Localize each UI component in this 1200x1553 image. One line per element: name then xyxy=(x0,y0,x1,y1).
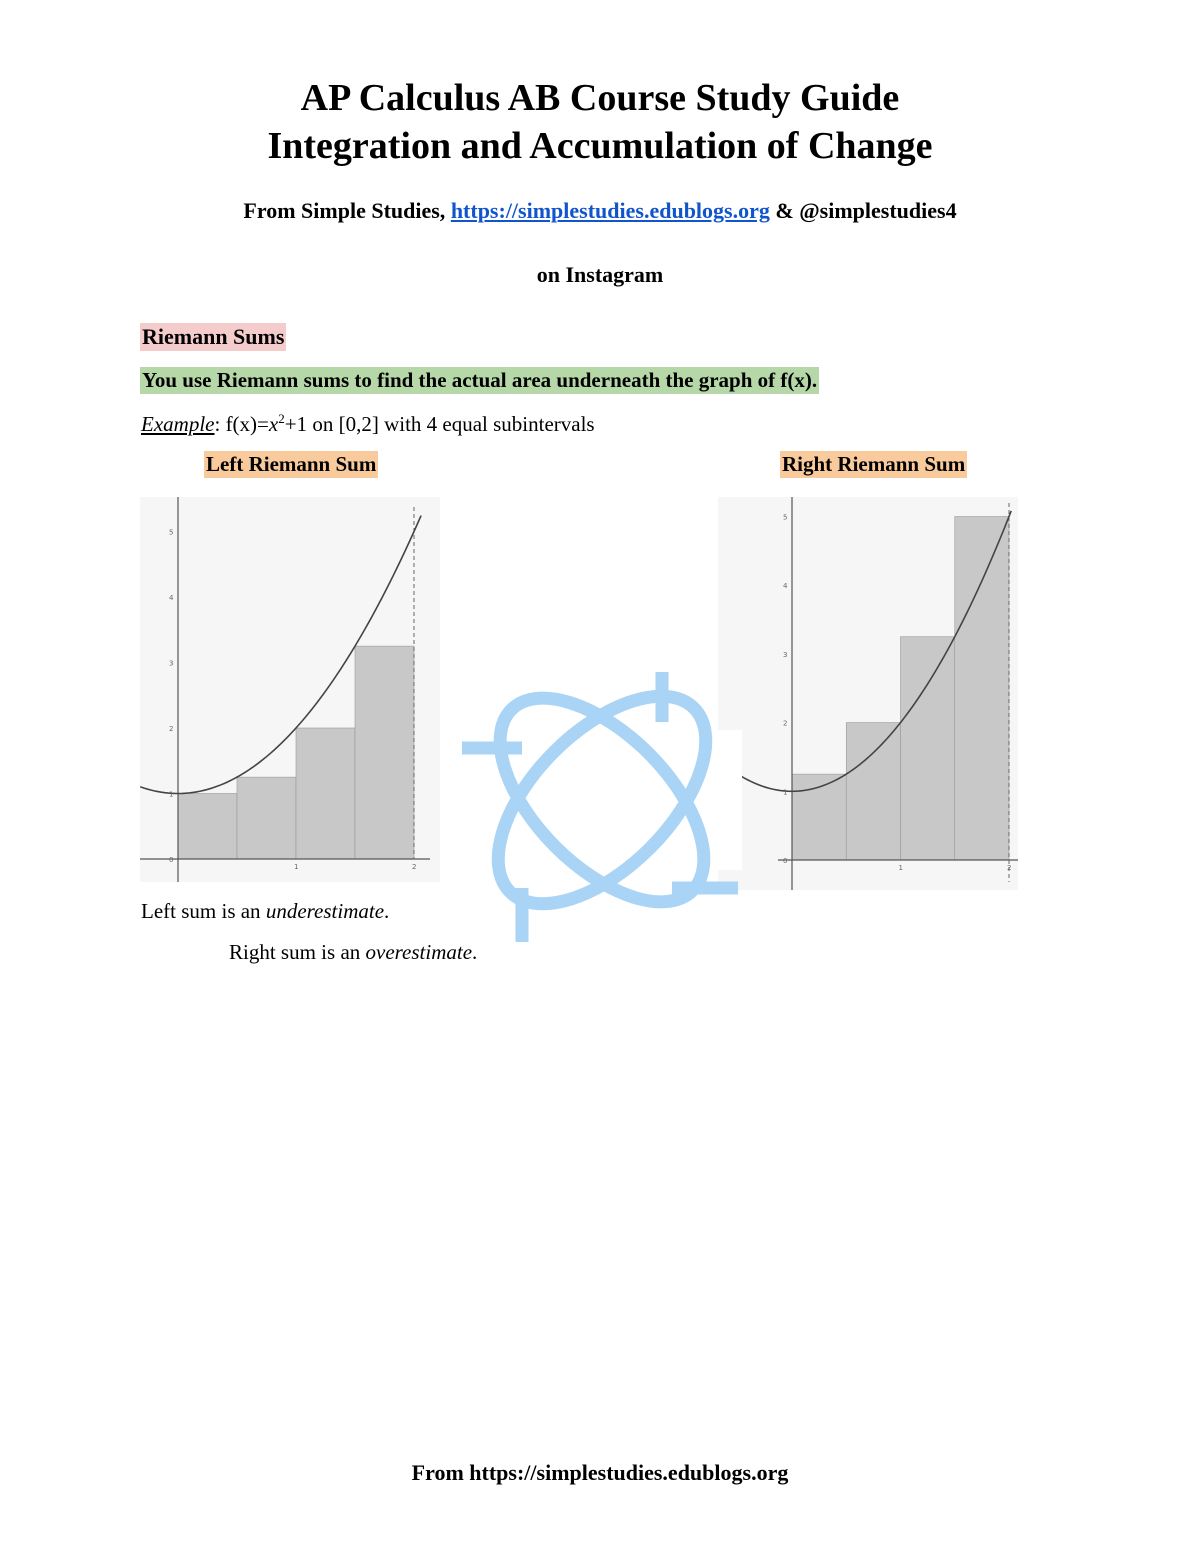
left-conclusion xyxy=(141,899,389,924)
left-riemann-graph xyxy=(140,497,440,882)
left-conclusion-emphasis: underestimate xyxy=(265,899,385,923)
simple-studies-logo-watermark xyxy=(462,660,742,945)
source-suffix: & @simplestudies4 xyxy=(769,198,957,223)
footer-source: From https://simplestudies.edublogs.org xyxy=(411,1460,789,1485)
source-line-2: on Instagram xyxy=(536,262,664,287)
title-line-2: Integration and Accumulation of Change xyxy=(267,125,933,167)
right-riemann-graph xyxy=(718,497,1018,890)
left-x-tick-label: 1 xyxy=(294,863,299,871)
example-exponent: 2 xyxy=(278,411,285,426)
right-y-tick-label: 5 xyxy=(783,513,788,522)
right-riemann-bar xyxy=(901,637,955,860)
right-y-tick-label: 2 xyxy=(783,719,788,728)
left-conclusion-suffix: . xyxy=(384,899,390,923)
left-riemann-bar xyxy=(178,794,237,860)
source-link[interactable]: https://simplestudies.edublogs.org xyxy=(450,198,770,223)
left-y-tick-label: 2 xyxy=(169,725,174,733)
left-y-tick-label: 1 xyxy=(169,790,174,799)
left-y-tick-label: 5 xyxy=(169,528,174,537)
example-variable: x xyxy=(268,412,279,436)
example-line xyxy=(141,411,595,437)
page-title xyxy=(0,74,1200,170)
left-y-tick-label: 3 xyxy=(169,659,174,668)
definition-text: You use Riemann sums to find the actual area underneath the graph of f(x). xyxy=(142,368,818,392)
example-label: Example xyxy=(141,412,215,436)
right-x-tick-label: 1 xyxy=(898,864,903,872)
right-riemann-bar xyxy=(955,517,1009,861)
source-line xyxy=(0,198,1200,224)
right-conclusion-prefix: Right sum is an xyxy=(229,940,366,964)
left-riemann-bar xyxy=(296,728,355,859)
right-y-tick-label: 3 xyxy=(783,650,788,659)
source-prefix: From Simple Studies, xyxy=(243,198,451,223)
title-line-1: AP Calculus AB Course Study Guide xyxy=(300,77,900,119)
right-riemann-bar xyxy=(846,723,900,860)
left-graph-label: Left Riemann Sum xyxy=(206,452,377,476)
left-x-tick-label: 2 xyxy=(412,863,417,871)
right-y-tick-label: 0 xyxy=(783,857,788,865)
example-function-prefix: : f(x)= xyxy=(214,412,269,436)
left-riemann-bar xyxy=(355,646,414,859)
example-rest: +1 on [0,2] with 4 equal subintervals xyxy=(284,412,595,436)
section-heading: Riemann Sums xyxy=(142,324,285,349)
right-graph-label: Right Riemann Sum xyxy=(782,452,966,476)
right-conclusion-emphasis: overestimate xyxy=(365,940,473,964)
left-conclusion-prefix: Left sum is an xyxy=(141,899,266,923)
left-riemann-bar xyxy=(237,777,296,859)
right-y-tick-label: 4 xyxy=(783,582,788,591)
right-y-tick-label: 1 xyxy=(783,788,788,797)
right-conclusion-suffix: . xyxy=(472,940,478,964)
right-x-tick-label: 2 xyxy=(1007,864,1012,872)
left-y-tick-label: 0 xyxy=(169,856,174,864)
left-y-tick-label: 4 xyxy=(169,594,174,602)
right-conclusion xyxy=(229,940,477,965)
